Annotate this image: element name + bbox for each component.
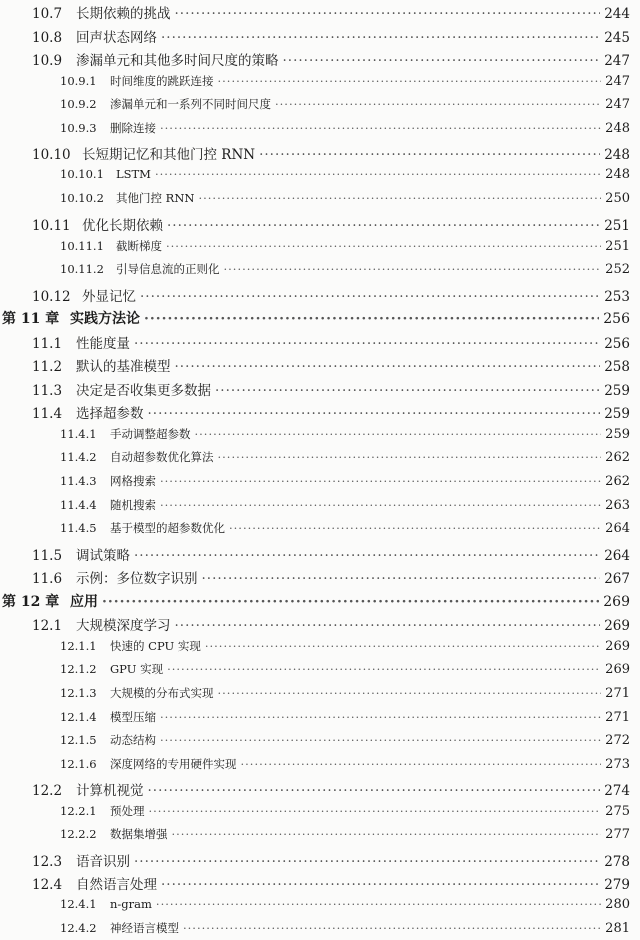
dot-leader: [259, 147, 600, 163]
toc-entry-number: 12.1: [32, 618, 63, 635]
toc-entry-number: 10.9: [32, 53, 63, 70]
toc-entry-number: 12.2.2: [60, 827, 97, 842]
dot-leader: [183, 921, 601, 935]
toc-section-entry: [0, 49, 630, 69]
toc-entry-title: 应用: [70, 593, 98, 610]
toc-entry-number: 10.9.3: [60, 120, 97, 135]
toc-entry-page-number: 256: [603, 311, 630, 328]
toc-entry-page-number: 245: [604, 29, 630, 46]
toc-entry-number: 11.3: [32, 382, 63, 399]
toc-entry-number: 12.4: [32, 877, 63, 894]
toc-entry-page-number: 251: [604, 217, 630, 234]
toc-entry-title: 时间维度的跳跃连接: [110, 73, 214, 88]
toc-entry-number: 11.6: [32, 571, 63, 588]
toc-entry-page-number: 267: [604, 571, 630, 588]
dot-leader: [161, 877, 600, 893]
toc-section-entry: [0, 379, 630, 399]
toc-entry-number: 12.1.6: [60, 756, 97, 771]
dot-leader: [224, 262, 602, 276]
toc-entry-title: n-gram: [110, 896, 152, 911]
toc-entry-number: 10.10.2: [60, 191, 104, 206]
toc-entry-number: 10.12: [32, 288, 71, 305]
toc-entry-title: 随机搜索: [110, 497, 156, 512]
dot-leader: [148, 406, 601, 422]
toc-entry-title: 渗漏单元和一系列不同时间尺度: [110, 97, 271, 112]
toc-entry-title: 神经语言模型: [110, 921, 179, 936]
toc-subsection-entry: [0, 426, 630, 442]
toc-subsection-entry: [0, 520, 630, 536]
dot-leader: [134, 548, 600, 564]
dot-leader: [155, 167, 601, 181]
toc-entry-number: 10.11: [32, 217, 71, 234]
toc-entry-number: 12.1.4: [60, 709, 97, 724]
dot-leader: [195, 427, 602, 441]
toc-section-entry: [0, 355, 630, 375]
toc-entry-title: 语音识别: [76, 853, 130, 870]
toc-section-entry: [0, 779, 630, 799]
toc-entry-number: 11.4.3: [60, 474, 97, 488]
toc-entry-page-number: 269: [603, 593, 630, 610]
toc-entry-page-number: 262: [605, 474, 630, 489]
toc-entry-title: 自动超参数优化算法: [110, 450, 214, 465]
toc-entry-page-number: 277: [605, 827, 630, 843]
toc-subsection-entry: [0, 73, 630, 89]
toc-entry-number: 11.4.2: [60, 450, 97, 465]
toc-entry-title: 其他门控 RNN: [116, 191, 195, 206]
toc-entry-page-number: 279: [604, 877, 630, 894]
toc-entry-title: 深度网络的专用硬件实现: [110, 756, 237, 771]
toc-entry-number: 12.1.1: [60, 638, 97, 653]
dot-leader: [241, 757, 602, 771]
toc-section-entry: [0, 544, 630, 564]
toc-entry-number: 11.1: [32, 335, 63, 352]
toc-subsection-entry: [0, 190, 630, 206]
toc-entry-page-number: 248: [605, 166, 630, 182]
toc-entry-number: 10.11.1: [60, 238, 104, 253]
toc-entry-title: 删除连接: [110, 120, 156, 135]
dot-leader: [275, 97, 601, 111]
dot-leader: [134, 336, 600, 352]
dot-leader: [229, 521, 601, 535]
toc-entry-number: 12.4.2: [60, 921, 97, 936]
toc-entry-page-number: 250: [605, 191, 630, 207]
toc-subsection-entry: [0, 685, 630, 701]
toc-entry-number: 10.9.1: [60, 73, 97, 88]
toc-entry-page-number: 278: [604, 853, 630, 870]
toc-entry-number: 12.2.1: [60, 803, 97, 818]
toc-subsection-entry: [0, 826, 630, 842]
toc-entry-title: 优化长期依赖: [82, 217, 163, 234]
toc-entry-number: 第 11 章: [2, 311, 60, 328]
toc-entry-number: 11.5: [32, 547, 63, 564]
toc-entry-title: 默认的基准模型: [76, 359, 171, 376]
dot-leader: [140, 289, 600, 305]
toc-entry-title: 基于模型的超参数优化: [110, 521, 225, 536]
toc-section-entry: [0, 285, 630, 305]
toc-entry-number: 10.9.2: [60, 97, 97, 112]
toc-entry-title: 大规模的分布式实现: [110, 685, 214, 700]
dot-leader: [148, 783, 601, 799]
toc-entry-number: 12.4.1: [60, 896, 97, 911]
toc-entry-page-number: 281: [605, 921, 630, 937]
toc-entry-title: 截断梯度: [116, 238, 162, 253]
toc-chapter-entry: [0, 591, 630, 611]
toc-entry-page-number: 248: [604, 147, 630, 164]
toc-entry-number: 10.10: [32, 147, 71, 164]
toc-entry-title: 手动调整超参数: [110, 426, 191, 441]
toc-entry-page-number: 258: [604, 359, 630, 376]
dot-leader: [149, 804, 602, 818]
toc-entry-number: 10.7: [32, 6, 63, 22]
toc-entry-page-number: 247: [604, 53, 630, 70]
dot-leader: [205, 639, 601, 653]
dot-leader: [175, 359, 601, 375]
dot-leader: [160, 733, 601, 747]
dot-leader: [175, 6, 601, 22]
toc-entry-title: 引导信息流的正则化: [116, 262, 220, 277]
toc-entry-number: 12.1.2: [60, 662, 97, 677]
toc-entry-number: 10.10.1: [60, 166, 104, 181]
dot-leader: [215, 383, 600, 399]
toc-subsection-entry: [0, 167, 630, 182]
dot-leader: [218, 450, 602, 464]
toc-entry-page-number: 280: [605, 896, 630, 912]
dot-leader: [160, 474, 601, 488]
toc-entry-page-number: 275: [605, 803, 630, 819]
toc-entry-title: 性能度量: [76, 335, 130, 352]
toc-entry-title: 调试策略: [76, 547, 130, 564]
toc-entry-title: 选择超参数: [76, 406, 144, 423]
toc-entry-page-number: 264: [605, 521, 630, 537]
toc-section-entry: [0, 143, 630, 163]
toc-entry-page-number: 247: [605, 73, 630, 89]
toc-entry-page-number: 274: [604, 783, 630, 800]
toc-entry-number: 10.11.2: [60, 262, 104, 277]
toc-entry-title: 长短期记忆和其他门控 RNN: [82, 147, 256, 164]
toc-entry-page-number: 248: [605, 120, 630, 136]
toc-entry-number: 10.8: [32, 29, 63, 46]
toc-entry-page-number: 271: [605, 685, 630, 701]
dot-leader: [175, 618, 601, 634]
toc-subsection-entry: [0, 638, 630, 654]
toc-entry-page-number: 262: [605, 450, 630, 466]
toc-entry-page-number: 253: [604, 288, 630, 305]
toc-entry-page-number: 269: [605, 638, 630, 654]
toc-section-entry: [0, 214, 630, 234]
toc-entry-number: 11.2: [32, 359, 63, 376]
dot-leader: [160, 710, 601, 724]
toc-section-entry: [0, 873, 630, 893]
dot-leader: [167, 218, 600, 234]
toc-section-entry: [0, 614, 630, 634]
toc-entry-title: 渗漏单元和其他多时间尺度的策略: [76, 53, 279, 70]
dot-leader: [172, 827, 602, 841]
toc-section-entry: [0, 567, 630, 587]
dot-leader: [218, 74, 602, 88]
toc-entry-page-number: 271: [605, 709, 630, 725]
toc-entry-title: 网格搜索: [110, 474, 156, 488]
dot-leader: [218, 686, 602, 700]
toc-subsection-entry: [0, 803, 630, 819]
toc-section-entry: [0, 850, 630, 870]
toc-subsection-entry: [0, 732, 630, 748]
toc-entry-page-number: 269: [604, 618, 630, 635]
dot-leader: [160, 121, 601, 135]
toc-entry-title: 回声状态网络: [76, 29, 157, 46]
dot-leader: [283, 53, 601, 69]
toc-subsection-entry: [0, 497, 630, 513]
dot-leader: [167, 662, 601, 676]
toc-entry-title: 快速的 CPU 实现: [110, 638, 201, 653]
toc-entry-number: 12.1.3: [60, 685, 97, 700]
toc-subsection-entry: [0, 449, 630, 465]
toc-entry-page-number: 251: [605, 238, 630, 254]
toc-subsection-entry: [0, 661, 630, 677]
toc-entry-number: 11.4: [32, 406, 63, 423]
toc-section-entry: [0, 2, 630, 22]
dot-leader: [202, 571, 601, 587]
toc-entry-number: 11.4.5: [60, 521, 97, 536]
dot-leader: [161, 30, 600, 46]
toc-entry-title: 预处理: [110, 803, 145, 818]
toc-entry-title: 计算机视觉: [76, 783, 144, 800]
toc-subsection-entry: [0, 261, 630, 277]
toc-entry-page-number: 259: [604, 382, 630, 399]
dot-leader: [166, 239, 601, 253]
toc-entry-title: 实践方法论: [70, 311, 140, 328]
toc-entry-number: 12.3: [32, 853, 63, 870]
toc-entry-page-number: 252: [605, 262, 630, 278]
toc-section-entry: [0, 332, 630, 352]
toc-subsection-entry: [0, 897, 630, 912]
toc-entry-page-number: 272: [605, 733, 630, 749]
toc-subsection-entry: [0, 120, 630, 136]
toc-entry-page-number: 264: [604, 547, 630, 564]
toc-entry-page-number: 244: [604, 6, 630, 22]
toc-entry-page-number: 263: [605, 497, 630, 513]
dot-leader: [144, 311, 599, 327]
toc-subsection-entry: [0, 756, 630, 772]
toc-entry-number: 12.1.5: [60, 733, 97, 748]
toc-entry-title: 示例：多位数字识别: [76, 571, 198, 588]
toc-chapter-entry: [0, 308, 630, 328]
toc-subsection-entry: [0, 920, 630, 936]
dot-leader: [156, 897, 601, 911]
toc-subsection-entry: [0, 238, 630, 254]
toc-entry-page-number: 269: [605, 662, 630, 678]
toc-entry-title: GPU 实现: [110, 662, 164, 677]
toc-entry-title: 模型压缩: [110, 709, 156, 724]
toc-subsection-entry: [0, 473, 630, 489]
toc-entry-number: 11.4.1: [60, 426, 97, 441]
toc-subsection-entry: [0, 709, 630, 725]
toc-entry-title: 决定是否收集更多数据: [76, 382, 211, 399]
toc-entry-page-number: 259: [604, 406, 630, 423]
toc-entry-page-number: 259: [605, 426, 630, 442]
toc-entry-title: 大规模深度学习: [76, 618, 171, 635]
toc-section-entry: [0, 26, 630, 46]
toc-entry-page-number: 247: [605, 97, 630, 113]
toc-entry-number: 12.2: [32, 783, 63, 800]
toc-entry-number: 11.4.4: [60, 497, 97, 512]
toc-entry-number: 第 12 章: [2, 593, 60, 610]
toc-entry-title: 长期依赖的挑战: [76, 6, 171, 22]
toc-entry-page-number: 273: [605, 756, 630, 772]
dot-leader: [134, 854, 600, 870]
dot-leader: [198, 191, 601, 205]
toc-entry-title: 动态结构: [110, 733, 156, 748]
toc-entry-title: LSTM: [116, 166, 151, 181]
toc-section-entry: [0, 402, 630, 422]
toc-subsection-entry: [0, 96, 630, 112]
dot-leader: [102, 594, 599, 610]
dot-leader: [160, 498, 601, 512]
toc-entry-title: 自然语言处理: [76, 877, 157, 894]
toc-entry-title: 外显记忆: [82, 288, 136, 305]
toc-entry-page-number: 256: [604, 335, 630, 352]
toc-entry-title: 数据集增强: [110, 827, 168, 842]
